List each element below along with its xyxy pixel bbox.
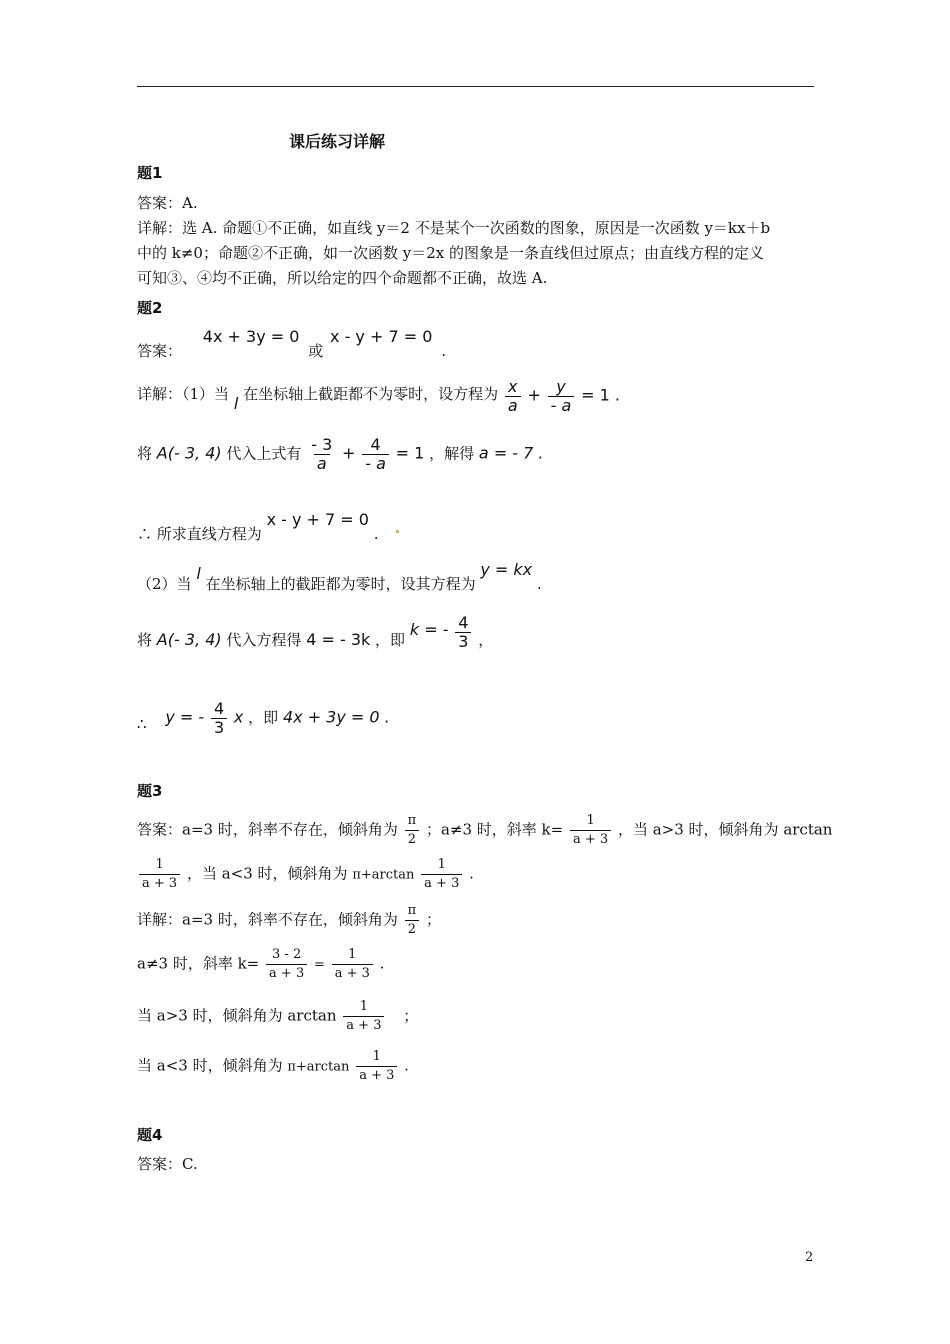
page-title: 课后练习详解 (289, 132, 386, 151)
q2-d6-frac: $\frac{4}{3}$ (211, 700, 227, 737)
q3-d3-frac: $\frac{1}{a + 3}$ (343, 998, 384, 1035)
q2-d2-frac1: $\frac{- 3}{a}$ (311, 435, 333, 473)
q2-d5-text: 代入方程得 (226, 630, 302, 649)
q3-a2-end: . (469, 864, 474, 883)
q2-d6-x: x (233, 707, 244, 727)
q3-d4-text: 当 a<3 时，倾斜角为 (137, 1056, 283, 1075)
q2-d2-prefix: 将 (137, 444, 153, 463)
q2-answer-line (137, 325, 446, 360)
q2-d4-end: . (536, 575, 542, 593)
q2-answer-period: . (441, 342, 446, 360)
q3-a1-frac-k: $\frac{1}{a + 3}$ (570, 812, 611, 849)
q3-d2-frac-1: $\frac{3 - 2}{a + 3}$ (266, 946, 307, 983)
q2-d4-prefix: （2）当 (137, 575, 192, 593)
q2-d1-eq: = 1 . (581, 385, 620, 405)
q3-d4-frac: $\frac{1}{a + 3}$ (356, 1048, 397, 1085)
q3-detail-1 (137, 902, 441, 939)
q1-answer: 答案：A. (137, 194, 198, 212)
q3-d2-text: a≠3 时，斜率 k= (137, 954, 260, 973)
q2-detail-4 (137, 560, 542, 593)
q2-d4-text: 在坐标轴上的截距都为零时，设其方程为 (205, 575, 476, 593)
q2-d4-l: l (196, 564, 201, 583)
q3-answer-line-2 (137, 856, 474, 893)
q2-d5-prefix: 将 (137, 630, 153, 649)
q3-d3-end: ； (403, 1006, 419, 1025)
q2-d2-text: 代入上式有 (226, 444, 302, 463)
q2-answer-label: 答案： (137, 342, 183, 360)
q2-detail-5 (137, 612, 493, 649)
q2-answer-or: 或 (308, 342, 324, 360)
q3-a2-text: ，当 a<3 时，倾斜角为 (186, 864, 348, 883)
q3-a1-frac-pi2: $\frac{\pi}{2}$ (405, 812, 420, 849)
q2-d1-frac2: $\frac{y}{- a}$ (548, 378, 575, 415)
q3-answer-line-1 (137, 812, 832, 849)
header-rule (137, 86, 814, 87)
q2-d2-frac2: $\frac{4}{- a}$ (362, 436, 389, 473)
q2-d1-l: l (233, 393, 239, 413)
q4-answer: 答案：C. (137, 1155, 198, 1173)
q3-d2-frac-2: $\frac{1}{a + 3}$ (332, 946, 373, 983)
q2-d5-end: ， (478, 630, 494, 649)
q3-heading: 题3 (137, 782, 163, 800)
q2-answer-eq2: x - y + 7 = 0 (330, 327, 433, 346)
q1-heading: 题1 (137, 164, 163, 182)
q2-d3-eq: x - y + 7 = 0 (266, 510, 369, 529)
q2-d1-frac1: $\frac{x}{a}$ (505, 378, 521, 415)
q3-detail-3 (137, 998, 418, 1035)
q3-detail-2 (137, 946, 384, 983)
q2-answer-eq1: 4x + 3y = 0 (202, 327, 300, 346)
q2-heading: 题2 (137, 299, 163, 317)
q3-d2-eq: = (314, 957, 325, 973)
q1-detail-line-3: 可知③、④均不正确，所以给定的四个命题都不正确，故选 A. (137, 269, 548, 287)
q2-d3-end: . (373, 525, 379, 543)
q2-d2-plus: + (342, 443, 356, 463)
q3-a1-text-b: ；a≠3 时，斜率 k= (425, 820, 564, 839)
q3-d4-end: . (404, 1056, 409, 1075)
q3-d1-frac: $\frac{\pi}{2}$ (405, 902, 420, 939)
speck (396, 530, 399, 533)
q3-detail-4 (137, 1048, 409, 1085)
q3-d1-end: ； (425, 910, 441, 929)
q3-a1-text-a: 3 时，斜率不存在，倾斜角为 (203, 820, 398, 839)
q2-d6-ji: ，即 (248, 708, 279, 727)
q3-a2-frac-1: $\frac{1}{a + 3}$ (139, 856, 180, 893)
q1-detail-line-2: 中的 k≠0；命题②不正确，如一次函数 y＝2x 的图象是一条直线但过原点；由直线方程的定义 (137, 244, 764, 262)
q3-d4-pi-arctan: π+arctan (287, 1059, 350, 1075)
q3-d3-text: 当 a>3 时，倾斜角为 arctan (137, 1006, 337, 1025)
page-number: 2 (805, 1250, 814, 1265)
q2-d2-point: A(- 3, 4) (156, 443, 222, 463)
q1-detail-line-1: 详解：选 A. 命题①不正确，如直线 y＝2 不是某个一次函数的图象，原因是一次函数 y＝kx＋b (137, 219, 771, 237)
q2-d4-eq: y = kx (480, 560, 533, 579)
q2-d6-y: y = - (165, 707, 205, 727)
q3-d1-text: 详解：a=3 时，斜率不存在，倾斜角为 (137, 910, 398, 929)
q2-d5-ji: ，即 (375, 630, 406, 649)
q2-detail-6 (137, 700, 390, 737)
q2-d5-k: k = - (409, 619, 449, 639)
q3-a1-prefix: 答案：a= (137, 820, 204, 839)
q2-d6-eq: 4x + 3y = 0 . (282, 707, 390, 727)
q2-d5-eq: 4 = - 3k (306, 629, 371, 649)
q4-heading: 题4 (137, 1126, 163, 1144)
q2-d5-point: A(- 3, 4) (156, 629, 222, 649)
q2-d5-frac: $\frac{4}{3}$ (455, 614, 471, 651)
q2-detail-3 (137, 508, 379, 543)
q2-detail-1 (137, 378, 620, 415)
q2-d2-eq: = 1 (395, 443, 425, 463)
q3-a2-pi-arctan: π+arctan (352, 867, 415, 883)
q2-d2-result: a = - 7 . (478, 443, 544, 463)
q3-a1-text-c: ，当 a>3 时，倾斜角为 arctan (617, 820, 833, 839)
q2-d1-prefix: 详解：（1）当 (137, 384, 230, 403)
q2-d1-text: 在坐标轴上截距都不为零时，设方程为 (243, 384, 499, 403)
q3-d2-end: . (379, 954, 385, 973)
q2-d2-solve: ，解得 (429, 444, 475, 463)
q2-detail-2 (137, 436, 544, 473)
q3-a2-frac-2: $\frac{1}{a + 3}$ (421, 856, 462, 893)
q2-d1-plus: + (527, 385, 541, 405)
q2-d3-prefix: ∴ 所求直线方程为 (137, 525, 262, 543)
q2-d6-therefore: ∴ (137, 714, 147, 733)
